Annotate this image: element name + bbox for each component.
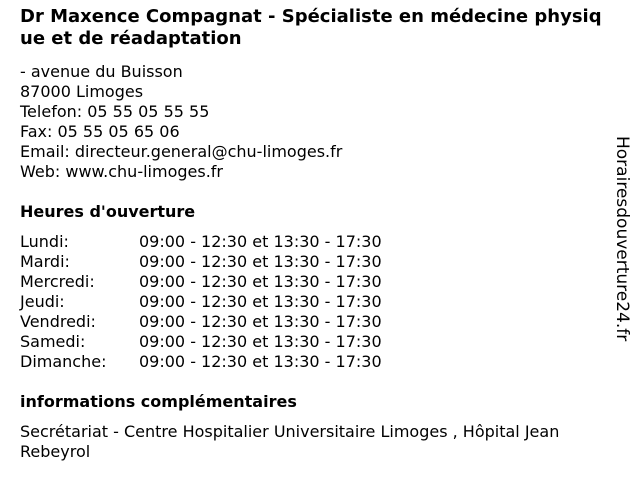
hours-time: 09:00 - 12:30 et 13:30 - 17:30 bbox=[139, 312, 382, 331]
hours-day: Vendredi: bbox=[20, 312, 96, 331]
site-watermark: Horairesdouverture24.fr bbox=[612, 136, 632, 342]
address-block bbox=[20, 62, 610, 182]
fax-text: Fax: 05 55 05 65 06 bbox=[20, 122, 180, 141]
hours-row-tuesday bbox=[20, 252, 610, 272]
hours-time: 09:00 - 12:30 et 13:30 - 17:30 bbox=[139, 332, 382, 351]
hours-row-friday bbox=[20, 312, 610, 332]
hours-day: Dimanche: bbox=[20, 352, 107, 371]
info-heading: informations complémentaires bbox=[20, 392, 297, 411]
hours-time: 09:00 - 12:30 et 13:30 - 17:30 bbox=[139, 292, 382, 311]
hours-time: 09:00 - 12:30 et 13:30 - 17:30 bbox=[139, 272, 382, 291]
hours-day: Samedi: bbox=[20, 332, 86, 351]
info-text: Secrétariat - Centre Hospitalier Universitaire Limoges , Hôpital Jean Rebeyrol bbox=[20, 422, 560, 461]
website-text: Web: www.chu-limoges.fr bbox=[20, 162, 223, 181]
hours-row-saturday bbox=[20, 332, 610, 352]
page-content bbox=[20, 6, 610, 462]
hours-day: Mercredi: bbox=[20, 272, 95, 291]
address-street: - avenue du Buisson bbox=[20, 62, 183, 81]
hours-table bbox=[20, 232, 610, 372]
address-city: 87000 Limoges bbox=[20, 82, 144, 101]
hours-row-sunday bbox=[20, 352, 610, 372]
hours-time: 09:00 - 12:30 et 13:30 - 17:30 bbox=[139, 232, 382, 251]
hours-row-monday bbox=[20, 232, 610, 252]
hours-day: Lundi: bbox=[20, 232, 69, 251]
hours-day: Jeudi: bbox=[20, 292, 65, 311]
email-text: Email: directeur.general@chu-limoges.fr bbox=[20, 142, 343, 161]
hours-day: Mardi: bbox=[20, 252, 70, 271]
hours-time: 09:00 - 12:30 et 13:30 - 17:30 bbox=[139, 352, 382, 371]
phone-text: Telefon: 05 55 05 55 55 bbox=[20, 102, 210, 121]
hours-heading: Heures d'ouverture bbox=[20, 202, 196, 221]
hours-time: 09:00 - 12:30 et 13:30 - 17:30 bbox=[139, 252, 382, 271]
hours-row-wednesday bbox=[20, 272, 610, 292]
hours-row-thursday bbox=[20, 292, 610, 312]
page-title: Dr Maxence Compagnat - Spécialiste en médecine physique et de réadaptation bbox=[20, 6, 602, 49]
